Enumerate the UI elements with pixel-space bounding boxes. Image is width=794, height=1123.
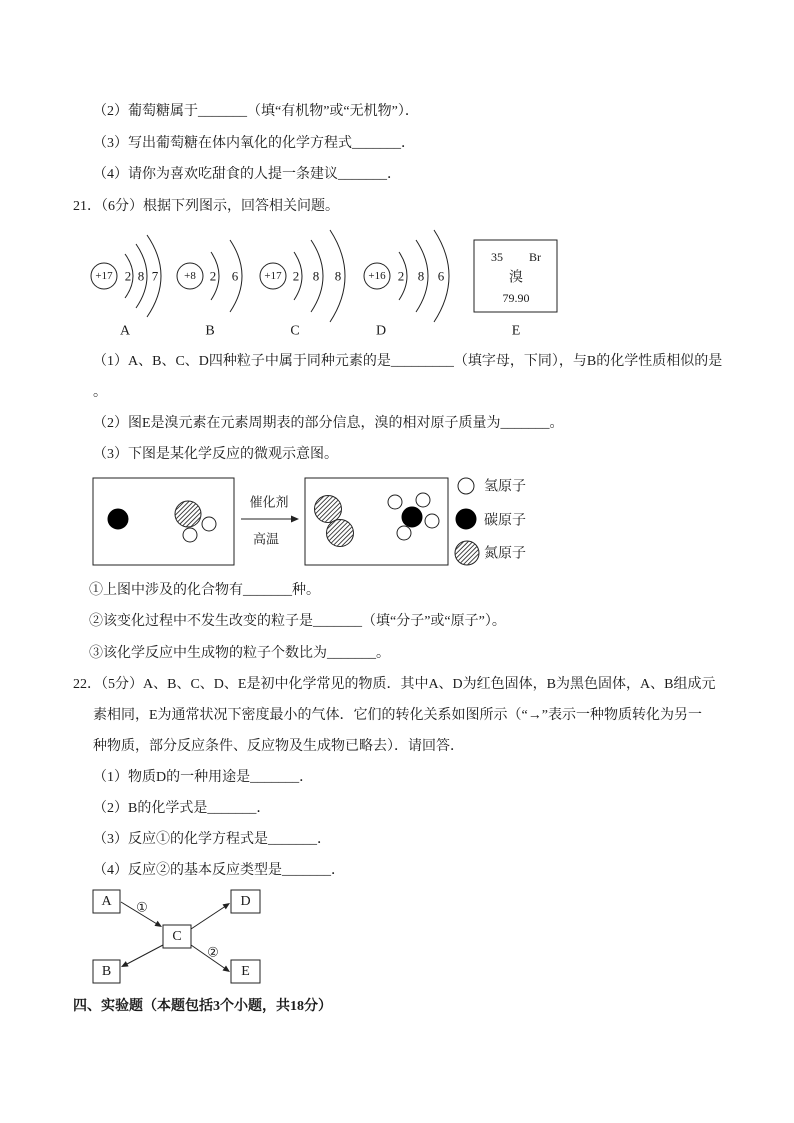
- q22-stem-line-2: 素相同，E为通常状况下密度最小的气体．它们的转化关系如图所示（“→”表示一种物质转化为另一: [93, 708, 702, 723]
- node-label: A: [101, 894, 112, 909]
- legend-label-carbon: 碳原子: [484, 513, 526, 529]
- arrow-head: [291, 516, 299, 523]
- q22-part3: （3）反应①的化学方程式是_______．: [93, 832, 331, 847]
- shell-electron-count: 2: [292, 268, 300, 284]
- q22-part1: （1）物质D的一种用途是_______．: [93, 770, 314, 785]
- hydrogen-atom: [416, 493, 430, 507]
- shell-electron-count: 8: [312, 268, 320, 284]
- legend-label-hydrogen: 氢原子: [484, 479, 526, 495]
- reactants-box: [93, 478, 234, 565]
- atom-structure-figure: [80, 225, 570, 345]
- nitrogen-atom: [175, 501, 201, 527]
- arrow-c-to-e: [191, 945, 230, 973]
- atomic-number: 35: [491, 250, 503, 264]
- nitrogen-atom: [327, 520, 354, 547]
- shell-electron-count: 8: [417, 268, 425, 284]
- node-c: [163, 925, 191, 948]
- element-card-bromine: [474, 240, 557, 339]
- element-symbol: Br: [529, 250, 541, 264]
- arrow-head: [223, 903, 231, 909]
- arrow-c-to-d: [191, 903, 230, 929]
- atom-b: [177, 240, 242, 339]
- element-name: 溴: [509, 270, 523, 286]
- figure-label: C: [290, 323, 300, 339]
- arrow-label: ②: [207, 944, 219, 960]
- hydrogen-atom: [388, 495, 402, 509]
- figure-label: B: [205, 323, 215, 339]
- arrow-head: [155, 921, 163, 927]
- shell-electron-count: 8: [137, 268, 145, 284]
- arrow-a-to-c: [121, 900, 162, 928]
- arrow-head: [223, 966, 231, 973]
- node-label: E: [241, 964, 250, 979]
- hydrogen-atom: [202, 517, 216, 531]
- node-e: [231, 960, 260, 983]
- figure-label: D: [375, 323, 387, 339]
- hydrogen-legend-icon: [458, 478, 474, 494]
- atom-d: [364, 230, 449, 339]
- nuclear-charge: +17: [264, 270, 282, 282]
- shell-electron-count: 2: [397, 268, 405, 284]
- arrow-label: ①: [136, 899, 148, 915]
- q21-part3: （3）下图是某化学反应的微观示意图。: [93, 447, 338, 462]
- node-label: C: [172, 929, 182, 944]
- q20-part2: （2）葡萄糖属于_______（填“有机物”或“无机物”）．: [93, 104, 419, 119]
- legend-label-nitrogen: 氮原子: [484, 546, 526, 562]
- q22-stem-line-1: 22．（5分）A、B、C、D、E是初中化学常见的物质．其中A、D为红色固体，B为黑色固体，A、B组成元: [73, 677, 716, 692]
- shell-electron-count: 7: [151, 268, 159, 284]
- conversion-diagram: [85, 882, 270, 992]
- q22-part2: （2）B的化学式是_______．: [93, 801, 271, 816]
- hydrogen-atom: [425, 514, 439, 528]
- node-d: [231, 890, 260, 913]
- shell-electron-count: 2: [209, 268, 217, 284]
- node-label: B: [101, 964, 112, 979]
- shell-electron-count: 2: [124, 268, 132, 284]
- hydrogen-atom: [397, 526, 411, 540]
- carbon-legend-icon: [456, 509, 476, 529]
- q22-stem-line-3: 种物质，部分反应条件、反应物及生成物已略去）．请回答．: [93, 739, 464, 754]
- figure-label: E: [511, 323, 521, 339]
- q21-title: 21．（6分）根据下列图示，回答相关问题。: [73, 199, 339, 214]
- shell-electron-count: 6: [231, 268, 239, 284]
- nuclear-charge: +17: [95, 270, 113, 282]
- atom-legend: [455, 478, 526, 565]
- q21-subpart-3: ③该化学反应中生成物的粒子个数比为_______。: [89, 646, 390, 661]
- arrow-shaft: [127, 945, 163, 964]
- hydrogen-atom: [183, 528, 197, 542]
- atom-a: [91, 235, 161, 339]
- atom-c: [260, 230, 345, 339]
- q20-part4: （4）请你为喜欢吃甜食的人提一条建议_______．: [93, 167, 401, 182]
- q21-part1: （1）A、B、C、D四种粒子中属于同种元素的是_________（填字母，下同），与B的化学性质相似的是: [93, 354, 723, 369]
- q21-part2: （2）图E是溴元素在元素周期表的部分信息，溴的相对原子质量为_______。: [93, 416, 564, 431]
- nuclear-charge: +16: [368, 270, 386, 282]
- q21-subpart-2: ②该变化过程中不发生改变的粒子是_______（填“分子”或“原子”）。: [89, 614, 506, 629]
- section-heading: 四、实验题（本题包括3个小题，共18分）: [73, 999, 332, 1014]
- carbon-atom: [108, 509, 128, 529]
- shell-electron-count: 6: [437, 268, 445, 284]
- reaction-arrow: [241, 495, 299, 547]
- node-b: [93, 960, 120, 983]
- shell-electron-count: 8: [334, 268, 342, 284]
- nitrogen-atom: [315, 496, 342, 523]
- node-a: [93, 890, 120, 913]
- q21-subpart-1: ①上图中涉及的化合物有_______种。: [89, 583, 320, 598]
- figure-label: A: [119, 323, 131, 339]
- reaction-condition-catalyst: 催化剂: [249, 494, 289, 510]
- q22-part4: （4）反应②的基本反应类型是_______．: [93, 863, 345, 878]
- nuclear-charge: +8: [184, 270, 196, 282]
- reaction-condition-temperature: 高温: [252, 531, 280, 547]
- arrow-c-to-b: [121, 945, 163, 967]
- q21-part1-continued: 。: [93, 385, 107, 400]
- relative-atomic-mass: 79.90: [502, 291, 530, 305]
- carbon-atom: [402, 507, 422, 527]
- arrow-shaft: [191, 907, 225, 930]
- q20-part3: （3）写出葡萄糖在体内氧化的化学方程式_______．: [93, 136, 415, 151]
- products-box: [305, 478, 448, 565]
- node-label: D: [240, 894, 251, 909]
- reaction-micro-diagram: [85, 470, 565, 575]
